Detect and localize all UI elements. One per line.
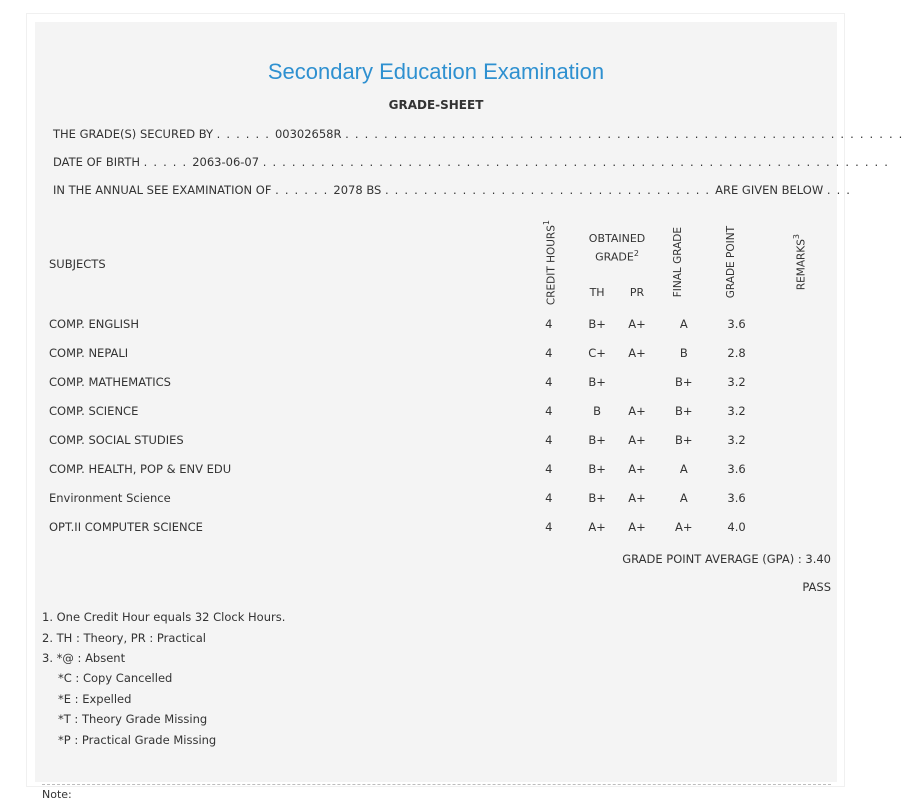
pr-grade-cell: A+	[618, 310, 656, 337]
table-row	[37, 426, 835, 453]
exam-year: 2078 BS	[333, 183, 382, 197]
credit-cell: 4	[521, 397, 576, 424]
pr-grade-cell: A+	[618, 339, 656, 366]
table-row	[37, 455, 835, 482]
exam-title: Secondary Education Examination	[267, 59, 605, 84]
table-row	[37, 339, 835, 366]
remarks-cell	[763, 397, 835, 424]
secured-by-line: THE GRADE(S) SECURED BY . . . . . . 00302658R . . . . . . . . . . . . . . . . . . . . . . . . . . . . . . . . . . . . . . . . . . . . . . . . . . . . . . . . . .	[53, 127, 904, 141]
table-row	[37, 368, 835, 395]
pr-header: PR	[618, 277, 656, 308]
credit-cell: 4	[521, 310, 576, 337]
dob-label: DATE OF BIRTH	[53, 155, 141, 169]
credit-cell: 4	[521, 455, 576, 482]
pr-grade-cell: A+	[618, 484, 656, 511]
note-copy-cancelled: *C : Copy Cancelled	[58, 671, 173, 685]
th-grade-cell: B+	[578, 310, 616, 337]
th-grade-cell: B+	[578, 484, 616, 511]
table-row	[37, 397, 835, 424]
remarks-cell	[763, 310, 835, 337]
grade-point-header: GRADE POINT	[712, 220, 762, 308]
final-grade-cell: A	[658, 310, 710, 337]
divider	[42, 784, 831, 785]
note-practical-missing: *P : Practical Grade Missing	[58, 733, 217, 747]
th-grade-cell: B+	[578, 455, 616, 482]
pr-grade-cell: A+	[618, 397, 656, 424]
note-credit-hour: 1. One Credit Hour equals 32 Clock Hours.	[42, 610, 286, 624]
th-grade-cell: B+	[578, 426, 616, 453]
subject-cell: COMP. SCIENCE	[37, 397, 519, 424]
note-absent: 3. *@ : Absent	[42, 651, 126, 665]
note-expelled: *E : Expelled	[58, 692, 132, 706]
note-label: Note:	[42, 788, 72, 801]
final-grade-cell: A+	[658, 513, 710, 540]
th-grade-cell: C+	[578, 339, 616, 366]
symbol-number: 00302658R	[274, 127, 342, 141]
final-grade-cell: B+	[658, 397, 710, 424]
grade-sheet-card	[35, 22, 904, 801]
table-row	[37, 310, 835, 337]
header-section	[35, 22, 904, 214]
gpa-line	[622, 552, 831, 566]
subject-cell: COMP. MATHEMATICS	[37, 368, 519, 395]
grade-point-cell: 3.2	[712, 426, 762, 453]
page	[26, 13, 904, 801]
final-grade-cell: A	[658, 455, 710, 482]
exam-line: IN THE ANNUAL SEE EXAMINATION OF . . . . . . 2078 BS . . . . . . . . . . . . . . . . . . . . . . . . . . . . . . . . . . ARE GIVEN BELOW . . .	[53, 183, 852, 197]
th-grade-cell: B+	[578, 368, 616, 395]
credit-cell: 4	[521, 426, 576, 453]
table-row	[37, 484, 835, 511]
remarks-cell	[763, 426, 835, 453]
subject-cell: OPT.II COMPUTER SCIENCE	[37, 513, 519, 540]
th-grade-cell: A+	[578, 513, 616, 540]
grade-point-cell: 3.6	[712, 484, 762, 511]
remarks-cell	[763, 484, 835, 511]
subject-cell: COMP. NEPALI	[37, 339, 519, 366]
given-below-text: ARE GIVEN BELOW	[715, 183, 824, 197]
grade-point-cell: 4.0	[712, 513, 762, 540]
grade-point-cell: 3.6	[712, 455, 762, 482]
credit-hours-header: CREDIT HOURS$^1$	[521, 220, 576, 308]
final-grade-cell: B+	[658, 368, 710, 395]
final-grade-cell: B+	[658, 426, 710, 453]
final-grade-cell: B	[658, 339, 710, 366]
notes-section	[35, 600, 837, 801]
remarks-cell	[763, 455, 835, 482]
remarks-cell	[763, 368, 835, 395]
pr-grade-cell: A+	[618, 513, 656, 540]
gpa-label: GRADE POINT AVERAGE (GPA) :	[622, 552, 802, 566]
final-grade-header: FINAL GRADE	[658, 220, 710, 308]
dob-value: 2063-06-07	[192, 155, 260, 169]
credit-cell: 4	[521, 513, 576, 540]
note-th-pr: 2. TH : Theory, PR : Practical	[42, 631, 206, 645]
pr-grade-cell: A+	[618, 426, 656, 453]
grades-table	[35, 218, 837, 542]
grade-point-cell: 3.6	[712, 310, 762, 337]
remarks-header: REMARKS$^3$	[763, 220, 835, 308]
result-status: PASS	[802, 580, 831, 594]
subject-cell: COMP. SOCIAL STUDIES	[37, 426, 519, 453]
credit-cell: 4	[521, 484, 576, 511]
pr-grade-cell	[618, 368, 656, 395]
credit-cell: 4	[521, 339, 576, 366]
subjects-header: SUBJECTS	[37, 220, 519, 308]
obtained-grade-header: OBTAINED GRADE$^2$	[578, 220, 656, 275]
grade-point-cell: 3.2	[712, 368, 762, 395]
exam-label: IN THE ANNUAL SEE EXAMINATION OF	[53, 183, 272, 197]
gpa-value: 3.40	[805, 552, 831, 566]
th-grade-cell: B	[578, 397, 616, 424]
final-grade-cell: A	[658, 484, 710, 511]
pr-grade-cell: A+	[618, 455, 656, 482]
credit-cell: 4	[521, 368, 576, 395]
subject-cell: Environment Science	[37, 484, 519, 511]
grade-point-cell: 3.2	[712, 397, 762, 424]
th-header: TH	[578, 277, 616, 308]
note-theory-missing: *T : Theory Grade Missing	[58, 712, 208, 726]
remarks-cell	[763, 339, 835, 366]
sheet-title: GRADE-SHEET	[388, 98, 484, 112]
subject-cell: COMP. HEALTH, POP & ENV EDU	[37, 455, 519, 482]
dob-line: DATE OF BIRTH . . . . . 2063-06-07 . . . . . . . . . . . . . . . . . . . . . . . . . . . . . . . . . . . . . . . . . . . . . . . . . . . . . . . . . . . . . . . . .	[53, 155, 890, 169]
secured-by-label: THE GRADE(S) SECURED BY	[53, 127, 214, 141]
gpa-section	[35, 526, 837, 596]
subject-cell: COMP. ENGLISH	[37, 310, 519, 337]
grade-point-cell: 2.8	[712, 339, 762, 366]
